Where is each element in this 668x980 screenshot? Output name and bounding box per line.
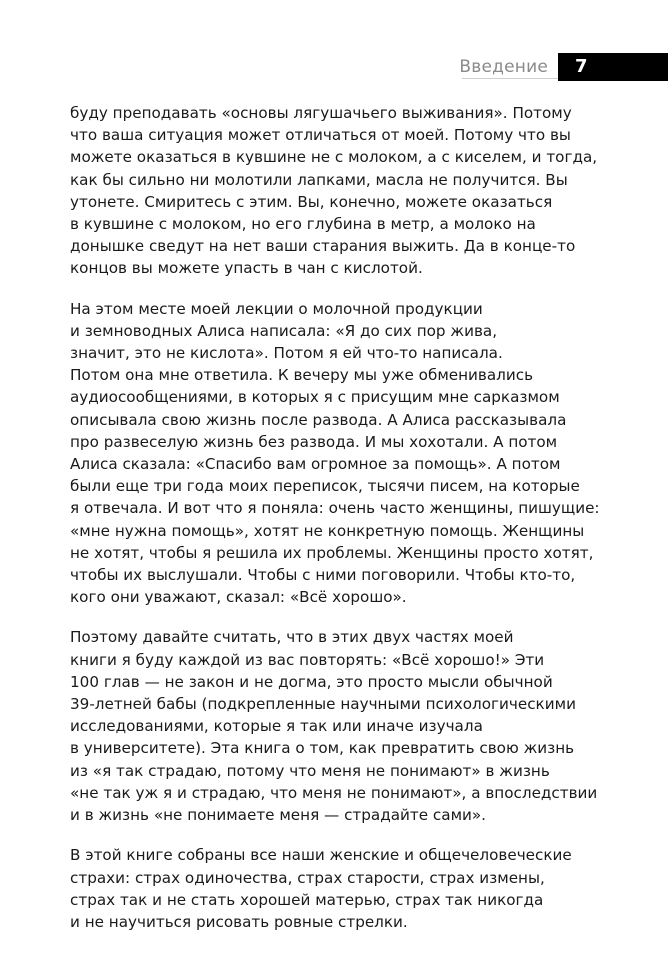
text-line: буду преподавать «основы лягушачьего выживания». Потому: [70, 104, 572, 122]
text-line: аудиосообщениями, в которых я с присущим мне сарказмом: [70, 388, 560, 407]
text-line: и в жизнь «не понимаете меня — страдайте сами».: [70, 806, 487, 825]
text-line: донышке сведут на нет ваши старания выжить. Да в конце-то: [70, 237, 576, 256]
text-line: 39-летней бабы (подкрепленные научными психологическими: [70, 695, 576, 714]
text-line: Алиса сказала: «Спасибо вам огромное за помощь». А потом: [70, 455, 561, 474]
text-line: и земноводных Алиса написала: «Я до сих пор жива,: [70, 321, 498, 340]
body-text: [70, 102, 600, 951]
text-line: как бы сильно ни молотили лапками, масла не получится. Вы: [70, 170, 568, 189]
text-line: страх так и не стать хорошей матерью, страх так никогда: [70, 890, 544, 909]
paragraph-4: [70, 844, 590, 933]
text-line: описывала свою жизнь после развода. А Алиса рассказывала: [70, 410, 567, 429]
paragraph-1: [70, 102, 598, 280]
text-line: кого они уважают, сказал: «Всё хорошо».: [70, 588, 407, 607]
paragraph-3: [70, 626, 598, 826]
text-line: чтобы их выслушали. Чтобы с ними поговорили. Чтобы кто-то,: [70, 566, 576, 585]
page-header: [0, 53, 668, 81]
text-line: значит, это не кислота». Потом я ей что-то написала.: [70, 344, 503, 363]
text-line: Потом она мне ответила. К вечеру мы уже обменивались: [70, 366, 534, 385]
text-line: В этой книге собраны все наши женские и общечеловеческие: [70, 846, 572, 865]
text-line: и не научиться рисовать ровные стрелки.: [70, 912, 408, 931]
text-line: книги я буду каждой из вас повторять: «Всё хорошо!» Эти: [70, 650, 545, 669]
section-title: Введение: [459, 57, 548, 77]
text-line: в кувшине с молоком, но его глубина в метр, а молоко на: [70, 215, 536, 234]
text-line: утонете. Смиритесь с этим. Вы, конечно, можете оказаться: [70, 192, 553, 211]
text-line: 100 глав — не закон и не догма, это просто мысли обычной: [70, 672, 553, 691]
paragraph-2: [70, 298, 600, 609]
text-line: можете оказаться в кувшине не с молоком, а с киселем, и тогда,: [70, 148, 598, 167]
text-line: были еще три года моих переписок, тысячи писем, на которые: [70, 477, 580, 496]
text-line: что ваша ситуация может отличаться от моей. Потому что вы: [70, 126, 571, 145]
text-line: «не так уж я и страдаю, что меня не понимают», а впоследствии: [70, 783, 598, 802]
text-line: про развеселую жизнь без развода. И мы хохотали. А потом: [70, 432, 558, 451]
text-line: исследованиями, которые я так или иначе изучала: [70, 717, 483, 736]
text-line: в университете). Эта книга о том, как превратить свою жизнь: [70, 739, 575, 758]
text-line: я отвечала. И вот что я поняла: очень часто женщины, пишущие:: [70, 499, 600, 518]
text-line: страхи: страх одиночества, страх старости, страх измены,: [70, 868, 545, 887]
page-number: 7: [575, 56, 588, 77]
text-line: На этом месте моей лекции о молочной продукции: [70, 299, 483, 318]
text-line: не хотят, чтобы я решила их проблемы. Женщины просто хотят,: [70, 543, 594, 562]
text-line: концов вы можете упасть в чан с кислотой.: [70, 259, 423, 278]
text-line: из «я так страдаю, потому что меня не понимают» в жизнь: [70, 761, 550, 780]
text-line: «мне нужна помощь», хотят не конкретную помощь. Женщины: [70, 521, 585, 540]
text-line: Поэтому давайте считать, что в этих двух частях моей: [70, 628, 514, 647]
page-number-box: [558, 53, 668, 81]
